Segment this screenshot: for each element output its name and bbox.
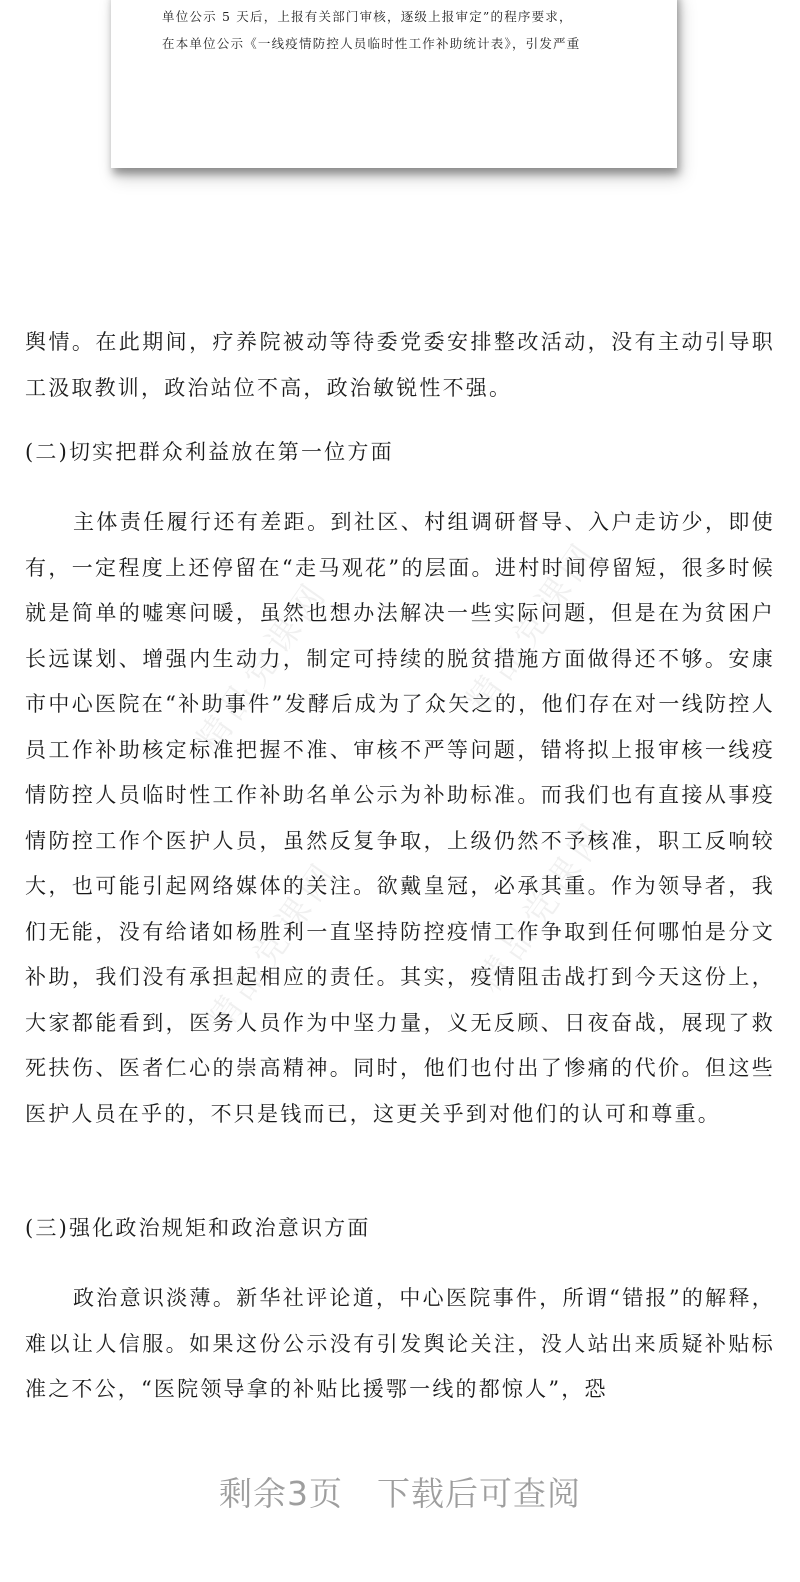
- remaining-pages-label: 剩余3页: [219, 1474, 343, 1513]
- watermark: 精品党课网: [189, 573, 337, 760]
- paragraph: 主体责任履行还有差距。到社区、村组调研督导、入户走访少，即使有，一定程度上还停留在“走马观花”的层面。进村时间停留短，很多时候就是简单的嘘寒问暖，虽然也想办法解决一些实际问题，但是在为贫困户长远谋划、增强内生动力，制定可持续的脱贫措施方面做得还不够。安康市中心医院在“补助事件”发酵后成为了众矢之的，他们存在对一线防控人员工作补助核定标准把握不准、审核不严等问题，错将拟上报审核一线疫情防控人员临时性工作补助名单公示为补助标准。而我们也有直接从事疫情防控工作个医护人员，虽然反复争取，上级仍然不予核准，职工反响较大，也可能引起网络媒体的关注。欲戴皇冠，必承其重。作为领导者，我们无能，没有给诸如杨胜利一直坚持防控疫情工作争取到任何哪怕是分文补助，我们没有承担起相应的责任。其实，疫情阻击战打到今天这份上，大家都能看到，医务人员作为中坚力量，义无反顾、日夜奋战，展现了救死扶伤、医者仁心的崇高精神。同时，他们也付出了惨痛的代价。但这些医护人员在乎的，不只是钱而已，这更关乎到对他们的认可和尊重。: [25, 510, 775, 1126]
- watermark: 精品党课网: [199, 853, 347, 1040]
- document-body-continued: [25, 320, 775, 411]
- document-body: [25, 500, 775, 1137]
- download-to-view-prompt[interactable]: [0, 1468, 800, 1515]
- paragraph: 政治意识淡薄。新华社评论道，中心医院事件，所谓“错报”的解释，难以让人信服。如果这份公示没有引发舆论关注，没人站出来质疑补贴标准之不公，“医院领导拿的补贴比援鄂一线的都惊人”，恐: [25, 1286, 775, 1401]
- page-card-line: 单位公示 5 天后，上报有关部门审核，逐级上报审定”的程序要求，: [162, 9, 573, 24]
- paragraph: 舆情。在此期间，疗养院被动等待委党委安排整改活动，没有主动引导职工汲取教训，政治站位不高，政治敏锐性不强。: [25, 330, 775, 400]
- section-heading: (三)强化政治规矩和政治意识方面: [25, 1216, 371, 1240]
- section-heading: (二)切实把群众利益放在第一位方面: [25, 440, 394, 464]
- download-hint-label[interactable]: 下载后可查阅: [377, 1474, 581, 1513]
- previous-page-preview: [111, 0, 677, 168]
- watermark: 精品党课网: [459, 533, 607, 720]
- page-card-line: 在本单位公示《一线疫情防控人员临时性工作补助统计表》，引发严重: [162, 36, 581, 51]
- watermark: 精品党课网: [469, 813, 617, 1000]
- document-body: [25, 1276, 775, 1413]
